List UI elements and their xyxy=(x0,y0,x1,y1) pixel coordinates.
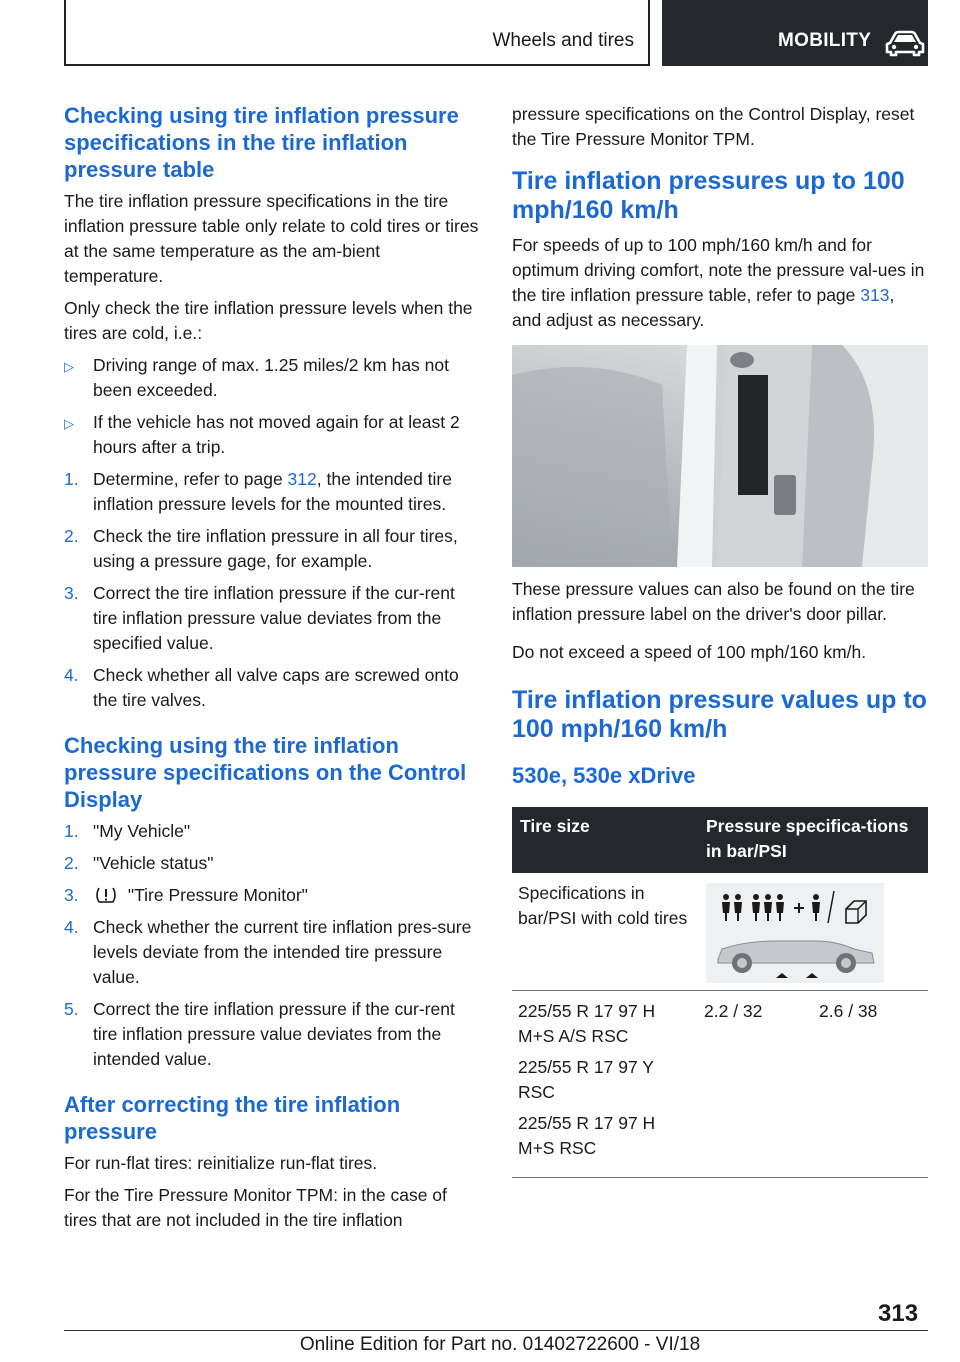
right-column xyxy=(512,102,928,1178)
paragraph: For run-flat tires: reinitialize run-flat tires. xyxy=(64,1153,378,1173)
heading-pressure-values: Tire inflation pressure values up to 100 mph/160 km/h xyxy=(512,686,927,743)
table-cell: Specifications in bar/PSI with cold tires xyxy=(518,883,688,928)
table-cell xyxy=(698,873,928,990)
footer-edition: Online Edition for Part no. 01402722600 - VI/18 xyxy=(299,1334,701,1355)
tire-size: 225/55 R 17 97 H M+S A/S RSC xyxy=(518,1001,656,1046)
list-item: 2. Check the tire inflation pressure in all four tires, using a pressure gage, for example. xyxy=(64,526,458,571)
paragraph: For the Tire Pressure Monitor TPM: in the case of tires that are not included in the tire inflation xyxy=(64,1185,447,1230)
heading-control-display: Checking using the tire inflation pressure specifications on the Control Display xyxy=(64,733,467,812)
column-header-pressure: Pressure specifica-tions in bar/PSI xyxy=(706,816,909,861)
list-item: 4. Check whether the current tire inflation pres-sure levels deviate from the intended tire pressure value. xyxy=(64,917,472,987)
paragraph: Only check the tire inflation pressure levels when the tires are cold, i.e.: xyxy=(64,298,473,343)
door-pillar-label-photo xyxy=(512,345,928,567)
page-number: 313 xyxy=(878,1300,919,1327)
table-cell-pressure-1: 2.2 / 32 xyxy=(704,1001,763,1021)
tire-pressure-table xyxy=(512,807,928,1178)
page-link-313[interactable]: 313 xyxy=(860,285,890,305)
header-title-box xyxy=(64,0,650,66)
list-item: 4. Check whether all valve caps are screwed onto the tire valves. xyxy=(64,665,459,710)
paragraph: For speeds of up to 100 mph/160 km/h and for optimum driving comfort, note the pressure val-ues in the tire inflation pressure table, refer to page 313, and adjust as necessary. xyxy=(512,235,925,330)
list-item: 3. Correct the tire inflation pressure if the cur-rent tire inflation pressure value deviates from the specified value. xyxy=(64,583,455,653)
table-row xyxy=(512,991,928,1178)
column-header-tire-size: Tire size xyxy=(520,816,590,836)
tire-size: 225/55 R 17 97 H M+S RSC xyxy=(518,1113,656,1158)
left-column xyxy=(64,102,482,1240)
list-item: 1. "My Vehicle" xyxy=(64,821,191,841)
table-cell-pressure-2: 2.6 / 38 xyxy=(819,1001,878,1021)
triangle-bullet-icon: ▷ xyxy=(64,416,74,431)
steps-list xyxy=(64,819,482,1072)
load-condition-icon xyxy=(706,883,884,983)
table-header xyxy=(512,807,928,873)
tire-pressure-warning-icon xyxy=(93,885,119,905)
list-item: 1. Determine, refer to page 312, the intended tire inflation pressure levels for the mounted tires. xyxy=(64,469,452,514)
paragraph: Do not exceed a speed of 100 mph/160 km/h. xyxy=(512,642,867,662)
section-label: MOBILITY xyxy=(778,30,872,51)
table-cell xyxy=(512,991,698,1169)
model-heading: 530e, 530e xDrive xyxy=(512,763,696,788)
steps-list xyxy=(64,467,482,713)
list-item: 2. "Vehicle status" xyxy=(64,853,214,873)
paragraph: pressure specifications on the Control Display, reset the Tire Pressure Monitor TPM. xyxy=(512,104,915,149)
chapter-title: Wheels and tires xyxy=(492,30,634,51)
page-link-312[interactable]: 312 xyxy=(287,469,317,489)
header-section-box xyxy=(662,0,928,66)
list-item: ▷ Driving range of max. 1.25 miles/2 km has not been exceeded. xyxy=(64,355,449,400)
bullet-list xyxy=(64,353,482,460)
list-item: 3. "Tire Pressure Monitor" xyxy=(64,885,308,905)
heading-pressures-100mph: Tire inflation pressures up to 100 mph/160 km/h xyxy=(512,167,905,224)
footer-divider xyxy=(64,1330,928,1331)
car-icon xyxy=(884,29,926,57)
list-item: ▷ If the vehicle has not moved again for at least 2 hours after a trip. xyxy=(64,412,460,457)
paragraph: The tire inflation pressure specifications in the tire inflation pressure table only relate to cold tires or tires at the same temperature as the am-bient temperature. xyxy=(64,191,479,286)
heading-table-check: Checking using tire inflation pressure specifications in the tire inflation pressure table xyxy=(64,103,459,182)
triangle-bullet-icon: ▷ xyxy=(64,359,74,374)
heading-after-correcting: After correcting the tire inflation pressure xyxy=(64,1092,401,1144)
table-row xyxy=(512,873,928,991)
tire-size: 225/55 R 17 97 Y RSC xyxy=(518,1057,654,1102)
paragraph: These pressure values can also be found on the tire inflation pressure label on the driver's door pillar. xyxy=(512,579,915,624)
list-item: 5. Correct the tire inflation pressure if the cur-rent tire inflation pressure value deviates from the intended value. xyxy=(64,999,455,1069)
